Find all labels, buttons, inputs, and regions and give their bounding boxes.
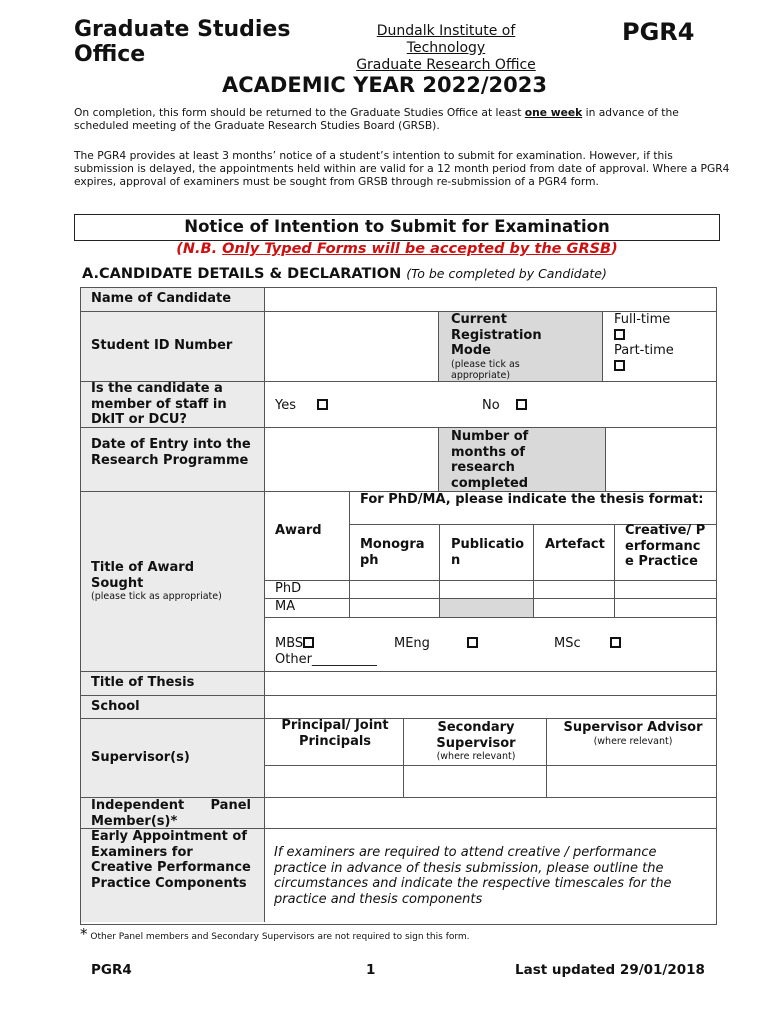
early-appointment-text[interactable]: If examiners are required to attend creative / performance practice in advance of thesis submission, please outline the circumstances and indicate the respective timescales for the practice and thesis components <box>274 845 672 907</box>
thesis-title-label: Title of Thesis <box>91 675 195 690</box>
months-label: Number of months of research completed <box>451 429 529 491</box>
notice-title: Notice of Intention to Submit for Examination <box>74 214 720 241</box>
publication-header: Publication <box>451 537 525 568</box>
form-code: PGR4 <box>622 18 695 46</box>
other-option[interactable]: Other__________ <box>275 652 377 667</box>
academic-year: ACADEMIC YEAR 2022/2023 <box>222 73 547 97</box>
thesis-title-input[interactable] <box>264 671 714 693</box>
mbs-option: MBS <box>275 636 314 652</box>
thesis-format-header: For PhD/MA, please indicate the thesis format: <box>360 492 704 507</box>
school-label: School <box>91 699 140 714</box>
yes-checkbox[interactable] <box>317 399 328 410</box>
office-title-line2: Office <box>74 42 146 67</box>
intro-paragraph-1: On completion, this form should be returned to the Graduate Studies Office at least one week in advance of the scheduled meeting of the Graduate Research Studies Board (GRSB). <box>74 106 679 132</box>
ma-label: MA <box>275 599 296 614</box>
phd-label: PhD <box>275 581 302 596</box>
yes-option: Yes <box>275 398 328 414</box>
no-checkbox[interactable] <box>516 399 527 410</box>
reg-mode-label: Current Registration Mode (please tick as appropriate) <box>451 312 542 381</box>
institute-line2: Technology <box>406 40 486 56</box>
page-number: 1 <box>366 962 376 978</box>
no-option: No <box>482 398 527 414</box>
meng-option: MEng <box>394 636 478 652</box>
msc-option: MSc <box>554 636 621 652</box>
fulltime-checkbox[interactable] <box>614 329 625 340</box>
months-input[interactable] <box>606 428 714 489</box>
monograph-header: Monograph <box>360 537 425 568</box>
office-title-line1: Graduate Studies <box>74 17 291 42</box>
award-title-label: Title of Award Sought (please tick as appropriate) <box>91 560 222 602</box>
student-id-input[interactable] <box>264 312 436 380</box>
entry-input[interactable] <box>264 428 436 489</box>
meng-checkbox[interactable] <box>467 637 478 648</box>
staff-label: Is the candidate a member of staff in DkIT or DCU? <box>91 381 227 427</box>
panel-label: Independent Panel Member(s)* <box>91 798 251 829</box>
institute-name <box>335 23 557 74</box>
entry-label: Date of Entry into the Research Programme <box>91 437 251 468</box>
name-label: Name of Candidate <box>91 291 232 306</box>
principal-header: Principal/ Joint Principals <box>281 718 389 749</box>
parttime-checkbox[interactable] <box>614 360 625 371</box>
advisor-header: Supervisor Advisor (where relevant) <box>563 720 703 747</box>
footer-form-code: PGR4 <box>91 962 132 978</box>
creative-header: Creative/ Performance Practice <box>625 523 706 569</box>
student-id-label: Student ID Number <box>91 338 233 353</box>
msc-checkbox[interactable] <box>610 637 621 648</box>
supervisors-label: Supervisor(s) <box>91 750 190 765</box>
office-title <box>74 17 290 67</box>
early-appointment-label: Early Appointment of Examiners for Creative Performance Practice Components <box>91 829 251 891</box>
name-input[interactable] <box>264 288 714 310</box>
ma-publication-cell <box>439 599 533 617</box>
last-updated: Last updated 29/01/2018 <box>515 962 705 978</box>
nb-note: (N.B. Only Typed Forms will be accepted by the GRSB) <box>176 241 618 257</box>
institute-line3: Graduate Research Office <box>356 57 536 73</box>
panel-input[interactable] <box>264 797 714 827</box>
school-input[interactable] <box>264 695 714 717</box>
award-header: Award <box>275 523 322 538</box>
footnote: * Other Panel members and Secondary Supervisors are not required to sign this form. <box>80 925 470 943</box>
secondary-header: Secondary Supervisor (where relevant) <box>436 720 516 762</box>
institute-line1: Dundalk Institute of <box>376 23 516 39</box>
section-title: A.CANDIDATE DETAILS & DECLARATION (To be completed by Candidate) <box>82 266 607 282</box>
mbs-checkbox[interactable] <box>303 637 314 648</box>
intro-paragraph-2: The PGR4 provides at least 3 months’ notice of a student’s intention to submit for examination. However, if this submission is delayed, the appointments held within are valid for a 12 month period from date of approval. Where a PGR4 expires, approval of examiners must be sought from GRSB through re-submission of a PGR4 form. <box>74 149 730 188</box>
artefact-header: Artefact <box>545 537 605 552</box>
fulltime-option: Full-time Part-time <box>614 312 674 374</box>
